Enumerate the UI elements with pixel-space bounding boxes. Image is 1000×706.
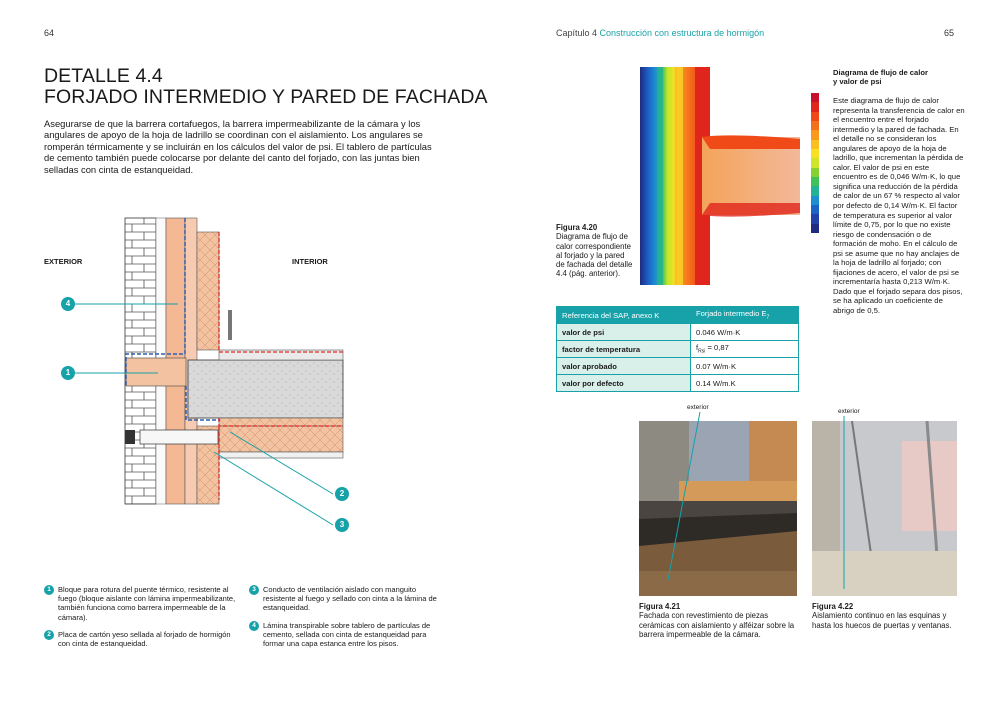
figure-4-21-label: Figura 4.21 <box>639 602 681 611</box>
table-cell-key: factor de temperatura <box>557 341 691 358</box>
legend-item-4 <box>249 621 449 653</box>
heat-diagram-title <box>833 68 965 86</box>
legend-text: Placa de cartón yeso sellada al forjado de hormigón con cinta de estanqueidad. <box>58 630 231 649</box>
figure-4-21-text: Fachada con revestimiento de piezas cerámicas con aislamiento y alféizar sobre la barrera impermeable de la cámara. <box>639 611 795 639</box>
title-line-1: DETALLE 4.4 <box>44 65 163 87</box>
legend-text: Conducto de ventilación aislado con manguito resistente al fuego y sellado con cinta a la lámina de estanqueidad. <box>263 585 437 613</box>
photo-4-21-arrow <box>660 410 720 590</box>
chapter-prefix: Capítulo 4 <box>556 28 600 38</box>
table-header-row <box>557 307 799 324</box>
legend-item-1 <box>44 585 244 627</box>
chapter-header <box>556 28 764 38</box>
table-cell-value: 0.07 W/m·K <box>691 358 799 375</box>
psi-table <box>556 306 799 392</box>
color-scale-step <box>811 140 819 149</box>
color-scale-step <box>811 205 819 214</box>
figure-4-21-caption <box>639 602 797 639</box>
color-scale-step <box>811 112 819 121</box>
table-header-value-main: Forjado intermedio E <box>696 309 767 319</box>
chapter-title: Construcción con estructura de hormigón <box>599 28 765 38</box>
heat-title-line-2: y valor de psi <box>833 77 882 86</box>
legend-item-3 <box>249 585 449 617</box>
legend-text: Bloque para rotura del puente térmico, resistente al fuego (bloque aislante con lámina impermeabilizante, también funciona como barrera impermeable de la cámara). <box>58 585 236 622</box>
table-row <box>557 375 799 392</box>
heat-title-line-1: Diagrama de flujo de calor <box>833 68 928 77</box>
temp-factor-symbol: f <box>696 343 699 353</box>
marker-1: 1 <box>61 366 75 380</box>
temp-factor-sub: Rsi <box>698 348 706 355</box>
concrete-slab <box>188 360 343 418</box>
legend-num: 3 <box>249 585 259 595</box>
table-cell-key: valor de psi <box>557 324 691 341</box>
legend-item-2 <box>44 630 244 652</box>
legend-num: 4 <box>249 621 259 631</box>
photo-4-22-arrow <box>838 414 858 594</box>
color-scale-step <box>811 121 819 130</box>
marker-3: 3 <box>335 518 349 532</box>
color-scale-step <box>811 196 819 205</box>
table-header-key: Referencia del SAP, anexo K <box>557 307 691 324</box>
figure-4-20-text: Diagrama de flujo de calor correspondiente al forjado y la pared de fachada del detalle 4.4 (pág. anterior). <box>556 232 633 279</box>
figure-4-22-caption <box>812 602 957 630</box>
legend-text: Lámina transpirable sobre tablero de partículas de cemento, sellada con cinta de estanqueidad para formar una capa estanca entre los pisos. <box>263 621 431 649</box>
title-line-2: FORJADO INTERMEDIO Y PARED DE FACHADA <box>44 86 488 108</box>
temp-factor-value: = 0,87 <box>705 343 729 353</box>
color-scale-step <box>811 158 819 167</box>
intro-paragraph: Asegurarse de que la barrera cortafuegos, la barrera impermeabilizante de la cámara y los angulares de apoyo de la hoja de ladrillo se coordinan con el aislamiento. Los angulares se romperán térmicamente y se incluirán en los cálculos del valor de psi. El tablero de partículas de cemento también puede colocarse por delante del canto del forjado, con las juntas bien selladas con cinta de estanqueidad. <box>44 118 432 175</box>
table-cell-key: valor por defecto <box>557 375 691 392</box>
color-scale-step <box>811 149 819 158</box>
color-scale-step <box>811 186 819 195</box>
color-scale-step <box>811 102 819 111</box>
figure-4-20-caption <box>556 223 634 279</box>
table-row <box>557 358 799 375</box>
legend-num: 2 <box>44 630 54 640</box>
table-row <box>557 324 799 341</box>
right-page-number: 65 <box>944 28 955 38</box>
table-cell-key: valor aprobado <box>557 358 691 375</box>
interior-label: INTERIOR <box>292 257 328 266</box>
exterior-label: EXTERIOR <box>44 257 83 266</box>
marker-4: 4 <box>61 297 75 311</box>
section-drawing <box>0 0 500 560</box>
heat-flow-diagram <box>640 67 800 285</box>
color-scale-step <box>811 177 819 186</box>
color-scale <box>811 93 819 233</box>
photo-4-22 <box>812 421 957 596</box>
table-cell-value <box>691 341 799 358</box>
photo-4-21-tag: exterior <box>687 404 709 411</box>
marker-2: 2 <box>335 487 349 501</box>
figure-4-22-label: Figura 4.22 <box>812 602 854 611</box>
color-scale-step <box>811 93 819 102</box>
figure-4-22-text: Aislamiento continuo en las esquinas y hasta los huecos de puertas y ventanas. <box>812 611 952 630</box>
table-header-value <box>691 307 799 324</box>
heat-diagram-body: Este diagrama de flujo de calor representa la transferencia de calor en el encuentro entre el forjado intermedio y la pared de fachada. En el detalle no se consideran los angulares de apoyo de la hoja de ladrillo, que incrementan la pérdida de calor. El valor de psi en este encuentro es de 0,046 W/m·K, lo que significa una reducción de la pérdida de calor de un 67 % respecto al valor por defecto de 0,14 W/m·K. El factor de temperatura es superior al valor límite de 0,75, por lo que no existe riesgo de condensación o de formación de moho. En el cálculo de psi se asume que no hay anclajes de la hoja de ladrillo al forjado; con fijaciones de acero, el valor de psi se incrementaría hasta 0,213 W/m·K. Dado que el forjado separa dos pisos, se ha aplicado un coeficiente de abrigo de 0,5. <box>833 96 965 316</box>
figure-4-20-label: Figura 4.20 <box>556 223 598 232</box>
color-scale-step <box>811 214 819 223</box>
table-cell-value: 0.046 W/m·K <box>691 324 799 341</box>
color-scale-step <box>811 168 819 177</box>
legend-num: 1 <box>44 585 54 595</box>
table-header-value-sub: 7 <box>766 314 770 321</box>
color-scale-step <box>811 130 819 139</box>
table-cell-value: 0.14 W/m.K <box>691 375 799 392</box>
table-row <box>557 341 799 358</box>
photo-4-22-tag: exterior <box>838 408 860 415</box>
color-scale-step <box>811 224 819 233</box>
left-page-number: 64 <box>44 28 55 38</box>
